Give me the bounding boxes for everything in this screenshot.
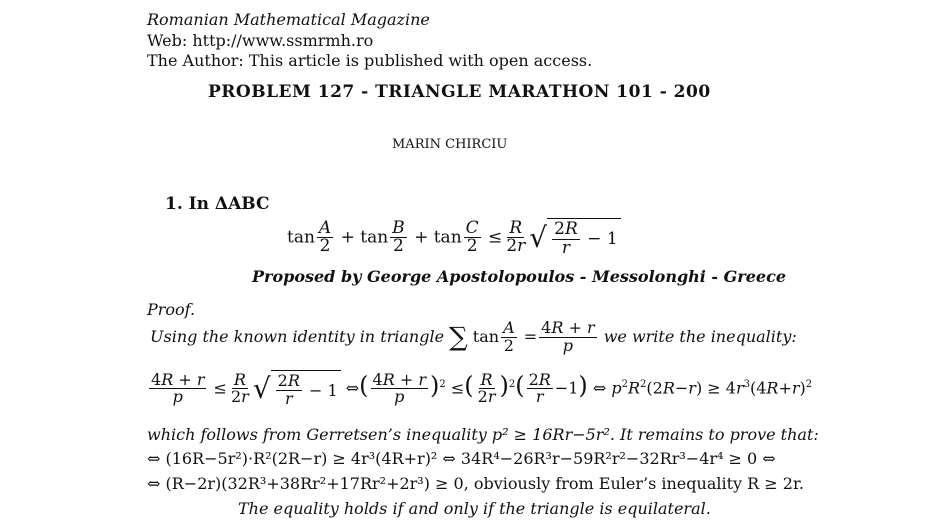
- identity-text-before: Using the known identity in triangle: [150, 326, 445, 346]
- proposer-line: Proposed by George Apostolopoulos - Messolonghi - Greece: [252, 267, 787, 286]
- proof-heading: Proof.: [147, 300, 196, 319]
- journal-name: Romanian Mathematical Magazine: [147, 10, 430, 29]
- equivalence-chain: $\frac{4R + r}{p}$ ≤ $\frac{R}{2r}$ √ $\frac{2R}{r}$ − 1 ⇔( $\frac{4R + r}{p}$ )$^2$ ≤( $\frac{R}{2r}$ )$^2$( $\frac{2R}{r}$ −1) ⇔ $p^2R^2(2R-r) \ge 4r^3(4R+r)^2$: [151, 369, 813, 408]
- equality-conclusion: The equality holds if and only if the triangle is equilateral.: [238, 499, 711, 518]
- identity-text-after: we write the inequality:: [603, 326, 797, 346]
- expansion-line: ⇔ (16R−5r²)·R²(2R−r) ≥ 4r³(4R+r)² ⇔ 34R⁴−26R³r−59R²r²−32Rr³−4r⁴ ≥ 0 ⇔: [147, 449, 776, 468]
- problem-label: 1. In ΔABC: [165, 194, 270, 214]
- author-name: MARIN CHIRCIU: [392, 137, 508, 152]
- identity-line: Using the known identity in triangle ∑ tan $\frac{A}{2}$ = $\frac{4R + r}{p}$ we write the inequality:: [150, 318, 797, 355]
- problem-inequality: tan $\frac{A}{2}$ + tan $\frac{B}{2}$ + tan $\frac{C}{2}$ ≤ $\frac{R}{2r}$ √ $\frac{2R}{r}$ − 1: [287, 218, 621, 258]
- factorization-line: ⇔ (R−2r)(32R³+38Rr²+17Rr²+2r³) ≥ 0, obviously from Euler’s inequality R ≥ 2r.: [147, 474, 804, 493]
- open-access-note: The Author: This article is published with open access.: [147, 51, 593, 70]
- page-title: PROBLEM 127 - TRIANGLE MARATHON 101 - 200: [208, 82, 711, 102]
- journal-website: Web: http://www.ssmrmh.ro: [147, 31, 374, 50]
- gerretsen-line: which follows from Gerretsen’s inequality p² ≥ 16Rr−5r². It remains to prove that:: [147, 425, 819, 444]
